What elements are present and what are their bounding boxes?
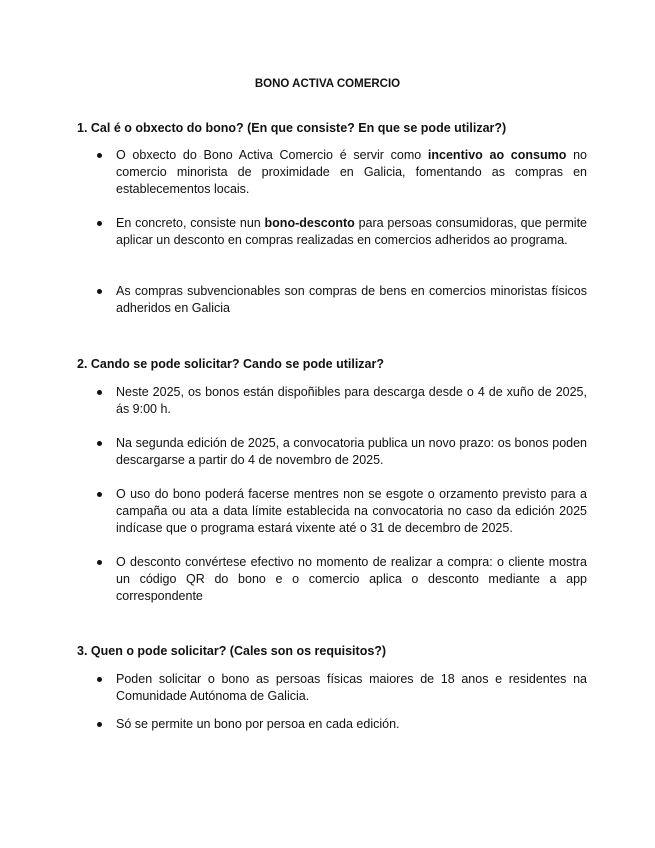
list-item	[97, 215, 587, 249]
bullet-icon	[97, 560, 102, 565]
list-item	[97, 147, 587, 198]
bullet-text: Neste 2025, os bonos están dispoñibles para descarga desde o 4 de xuño de 2025, ás 9:00 h.	[116, 385, 587, 416]
section-heading-1: 1. Cal é o obxecto do bono? (En que consiste? En que se pode utilizar?)	[77, 121, 507, 135]
bullet-text: Só se permite un bono por persoa en cada edición.	[116, 717, 400, 731]
list-item	[97, 384, 587, 418]
list-item	[97, 554, 587, 605]
bullet-icon	[97, 492, 102, 497]
emphasis: incentivo ao consumo	[427, 148, 567, 162]
bullet-text: As compras subvencionables son compras de bens en comercios minoristas físicos adheridos en Galicia	[116, 284, 587, 315]
bullet-icon	[97, 221, 102, 226]
bullet-icon	[97, 677, 102, 682]
list-item	[97, 283, 587, 317]
section-heading-2: 2. Cando se pode solicitar? Cando se pode utilizar?	[77, 357, 384, 371]
bullet-icon	[97, 722, 102, 727]
list-item	[97, 671, 587, 705]
bullet-text: En concreto, consiste nun bono-desconto para persoas consumidoras, que permite aplicar un desconto en compras realizadas en comercios adheridos ao programa.	[116, 216, 587, 247]
section-heading-3: 3. Quen o pode solicitar? (Cales son os requisitos?)	[77, 644, 387, 658]
bullet-text: Poden solicitar o bono as persoas físicas maiores de 18 anos e residentes na Comunidade Autónoma de Galicia.	[116, 672, 587, 703]
emphasis: bono-desconto	[264, 216, 355, 230]
document-title: BONO ACTIVA COMERCIO	[254, 78, 401, 90]
bullet-icon	[97, 289, 102, 294]
bullet-text: O desconto convértese efectivo no momento de realizar a compra: o cliente mostra un código QR do bono e o comercio aplica o desconto mediante a app correspondente	[116, 555, 587, 603]
list-item	[97, 486, 587, 537]
list-item	[97, 716, 587, 733]
bullet-text: Na segunda edición de 2025, a convocatoria publica un novo prazo: os bonos poden descargarse a partir do 4 de novembro de 2025.	[116, 436, 587, 467]
bullet-icon	[97, 441, 102, 446]
bullet-text: O obxecto do Bono Activa Comercio é servir como incentivo ao consumo no comercio minorista de proximidade en Galicia, fomentando as compras en establecementos locais.	[116, 148, 587, 196]
bullet-text: O uso do bono poderá facerse mentres non se esgote o orzamento previsto para a campaña ou ata a data límite establecida na convocatoria no caso da edición 2025 indícase que o programa estará vixente até o 31 de decembro de 2025.	[116, 487, 587, 535]
bullet-icon	[97, 153, 102, 158]
list-item	[97, 435, 587, 469]
bullet-icon	[97, 390, 102, 395]
